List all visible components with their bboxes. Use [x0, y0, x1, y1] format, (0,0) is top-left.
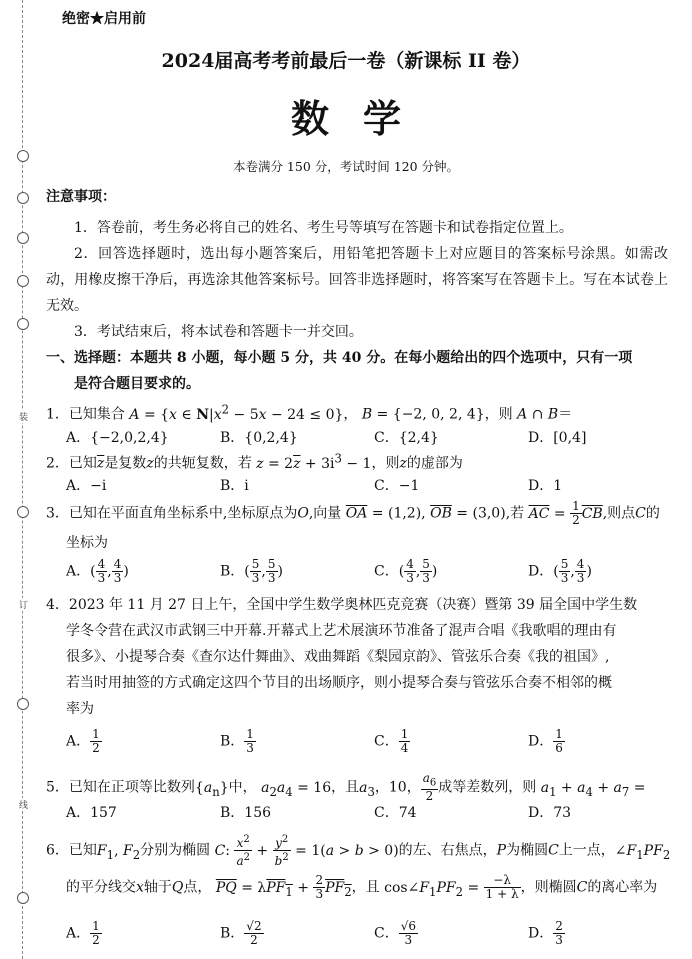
option-d: D． $\frac{2}{3}$ [528, 919, 563, 947]
question-number: 6． [46, 842, 69, 859]
subject-title: 数学 [290, 96, 435, 141]
question-text: ，则 [484, 406, 513, 423]
secret-label: 绝密★启用前 [62, 11, 146, 27]
question-text: ,则点 [602, 505, 636, 522]
notice-heading: 注意事项： [46, 189, 116, 205]
math-expr: $\cos\angle F_1PF_2$ = $\frac{-\lambda}{1 + \lambda}$ [384, 873, 519, 901]
section-heading-line1: 一、选择题：本题共 8 小题，每小题 5 分，共 40 分。在每小题给出的四个选项中，只有一项 [46, 350, 633, 366]
math-expr: x [136, 879, 144, 896]
binding-hole [17, 318, 29, 330]
math-expr: P [496, 842, 507, 859]
math-expr: $\overline{OA} = (1,2)$, $\overline{OB} = (3,0)$ [345, 505, 506, 522]
binding-hole [17, 892, 29, 904]
question-text: 已知在正项等比数列 [68, 779, 195, 796]
math-expr: C [548, 842, 559, 859]
question-text: 的离心率为 [587, 879, 658, 896]
option-b: B．156 [220, 805, 272, 821]
math-expr: $\angle F_1PF_2$ [614, 842, 671, 862]
question-number: 1． [46, 406, 69, 423]
option-d: D．( $\frac{5}{3}$ , $\frac{4}{3}$ ) [528, 557, 592, 585]
binding-hole [17, 275, 29, 287]
question-text: 的虚部为 [406, 455, 463, 472]
math-expr: $\frac{a_6}{2}$ [422, 771, 437, 804]
math-expr: C [635, 505, 646, 522]
math-expr: $a_2a_4 = 16$ [261, 779, 332, 799]
question-text: 已知集合 [68, 406, 125, 423]
option-a: A．−i [66, 478, 107, 494]
question-text: 的共轭复数，若 [153, 455, 252, 472]
binding-mark-ding: 订 [19, 598, 28, 611]
question-text: 的左、右焦点， [398, 842, 497, 859]
notice-item-3: 3．考试结束后，将本试卷和答题卡一并交回。 [74, 324, 363, 340]
math-expr: C: $\frac{x^2}{a^2}$ + $\frac{y^2}{b^2}$ = 1(a > b > 0) [214, 834, 399, 868]
question-text: ，且 [351, 879, 380, 896]
math-expr: C [576, 879, 588, 896]
option-b: B． $\frac{1}{3}$ [220, 727, 254, 755]
question-4-line5: 率为 [66, 701, 94, 717]
math-expr: $\overline{z}$ [96, 455, 105, 472]
option-d: D．1 [528, 478, 563, 494]
question-4-line3: 很多》、小提琴合奏《查尔达什舞曲》、戏曲舞蹈《梨园京韵》、管弦乐合奏《我的祖国》, [66, 649, 610, 665]
math-expr: z [146, 455, 154, 472]
score-line: 本卷满分 150 分，考试时间 120 分钟。 [232, 159, 460, 174]
question-text: 点， [183, 879, 212, 896]
math-expr: z [399, 455, 407, 472]
binding-margin [8, 0, 38, 959]
question-6-line1 [46, 833, 670, 868]
binding-hole [17, 192, 29, 204]
question-4-line1: 4．2023 年 11 月 27 日上午，全国中学生数学奥林匹克竞赛（决赛）暨第 39 届全国中学生数 [46, 597, 638, 613]
option-d: D．[0,4] [528, 430, 587, 446]
math-expr: A = {x ∈ $N|x^2 - 5x - 24 \le 0$} [129, 402, 344, 423]
notice-item-1: 1．答卷前，考生务必将自己的姓名、考生号等填写在答题卡和试卷指定位置上。 [74, 220, 573, 236]
question-text: 分别为椭圆 [140, 842, 211, 859]
question-text: ，10， [374, 779, 421, 796]
binding-mark-xian: 线 [19, 798, 28, 811]
math-expr: $\{a_n\}$ [194, 779, 229, 799]
question-4-line4: 若当时用抽签的方式确定这四个节目的出场顺序，则小提琴合奏与管弦乐合奏不相邻的概 [66, 675, 612, 691]
math-expr: Q [171, 879, 184, 896]
option-c: C．74 [374, 805, 417, 821]
math-expr: $F_1$, $F_2$ [96, 842, 141, 862]
math-expr: $a_3$ [359, 779, 375, 799]
question-6-line2 [66, 874, 657, 901]
question-text: 的平分线交 [66, 879, 136, 896]
question-text: 的 [645, 505, 660, 522]
question-text: ， [343, 406, 358, 423]
question-text: 是复数 [104, 455, 147, 472]
question-2 [46, 451, 463, 473]
question-text: 轴于 [143, 879, 172, 896]
option-b: B． $\frac{√2}{2}$ [220, 919, 262, 947]
option-b: B．{0,2,4} [220, 430, 298, 446]
question-text: ，且 [331, 779, 360, 796]
math-expr: $z = 2\overline{z} + 3i^3 - 1$ [256, 451, 372, 472]
notice-item-2: 2．回答选择题时，选出每小题答案后，用铅笔把答题卡上对应题目的答案标号涂黑。如需改动，用橡皮擦干净后，再选涂其他答案标号。回答非选择题时，将答案写在答题卡上。写在本试卷上无效。 [46, 246, 668, 314]
option-c: C． $\frac{1}{4}$ [374, 727, 409, 755]
question-text: 中， [228, 779, 257, 796]
exam-title: 2024届高考考前最后一卷（新课标 II 卷） [161, 50, 531, 72]
question-text: ＝ [558, 406, 573, 423]
question-3-line2: 坐标为 [66, 535, 108, 551]
option-a: A．{−2,0,2,4} [66, 430, 169, 446]
option-a: A． $\frac{1}{2}$ [66, 919, 100, 947]
question-text: 成等差数列，则 [438, 779, 537, 796]
option-b: B．( $\frac{5}{3}$ , $\frac{5}{3}$ ) [220, 557, 283, 585]
question-text: 已知 [68, 842, 97, 859]
option-c: C． $\frac{√6}{3}$ [374, 919, 416, 947]
question-number: 5． [46, 779, 69, 796]
binding-hole [17, 698, 29, 710]
binding-hole [17, 506, 29, 518]
math-expr: B = {−2, 0, 2, 4} [361, 406, 485, 423]
binding-hole [17, 232, 29, 244]
option-a: A． $\frac{1}{2}$ [66, 727, 100, 755]
question-text: ,向量 [308, 505, 342, 522]
binding-mark-zhuang: 装 [19, 410, 28, 423]
option-c: C．{2,4} [374, 430, 439, 446]
question-5 [46, 772, 646, 803]
binding-dashed-line [22, 0, 23, 959]
math-expr: $\overline{PQ} = \lambda PF_1$ + $\frac{2}{3}$ $PF_2$ [215, 873, 352, 901]
question-text: 上一点， [558, 842, 615, 859]
question-text: 已知 [68, 455, 97, 472]
question-text: ,若 [505, 505, 525, 522]
option-d: D． $\frac{1}{6}$ [528, 727, 563, 755]
question-text: ，则椭圆 [520, 879, 577, 896]
question-text: ，则 [371, 455, 400, 472]
option-d: D．73 [528, 805, 572, 821]
option-c: C．−1 [374, 478, 420, 494]
option-a: A．( $\frac{4}{3}$ , $\frac{4}{3}$ ) [66, 557, 129, 585]
question-1 [46, 402, 572, 424]
question-number: 3． [46, 505, 69, 522]
option-b: B．i [220, 478, 249, 494]
question-text: 为椭圆 [506, 842, 549, 859]
question-number: 2． [46, 455, 69, 472]
math-expr: O [297, 505, 309, 522]
question-3 [46, 500, 660, 527]
math-expr: A ∩ B [517, 406, 559, 423]
option-a: A．157 [66, 805, 117, 821]
question-4-line2: 学冬令营在武汉市武钢三中开幕.开幕式上艺术展演环节准备了混声合唱《我歌唱的理由有 [66, 623, 617, 639]
section-heading-line2: 是符合题目要求的。 [74, 376, 200, 392]
math-expr: $a_1 + a_4 + a_7$ = [540, 779, 646, 799]
math-expr: $\overline{AC}$ = $\frac{1}{2}$ $\overline{CB}$ [528, 499, 603, 527]
question-text: 已知在平面直角坐标系中,坐标原点为 [68, 505, 298, 522]
option-c: C．( $\frac{4}{3}$ , $\frac{5}{3}$ ) [374, 557, 438, 585]
